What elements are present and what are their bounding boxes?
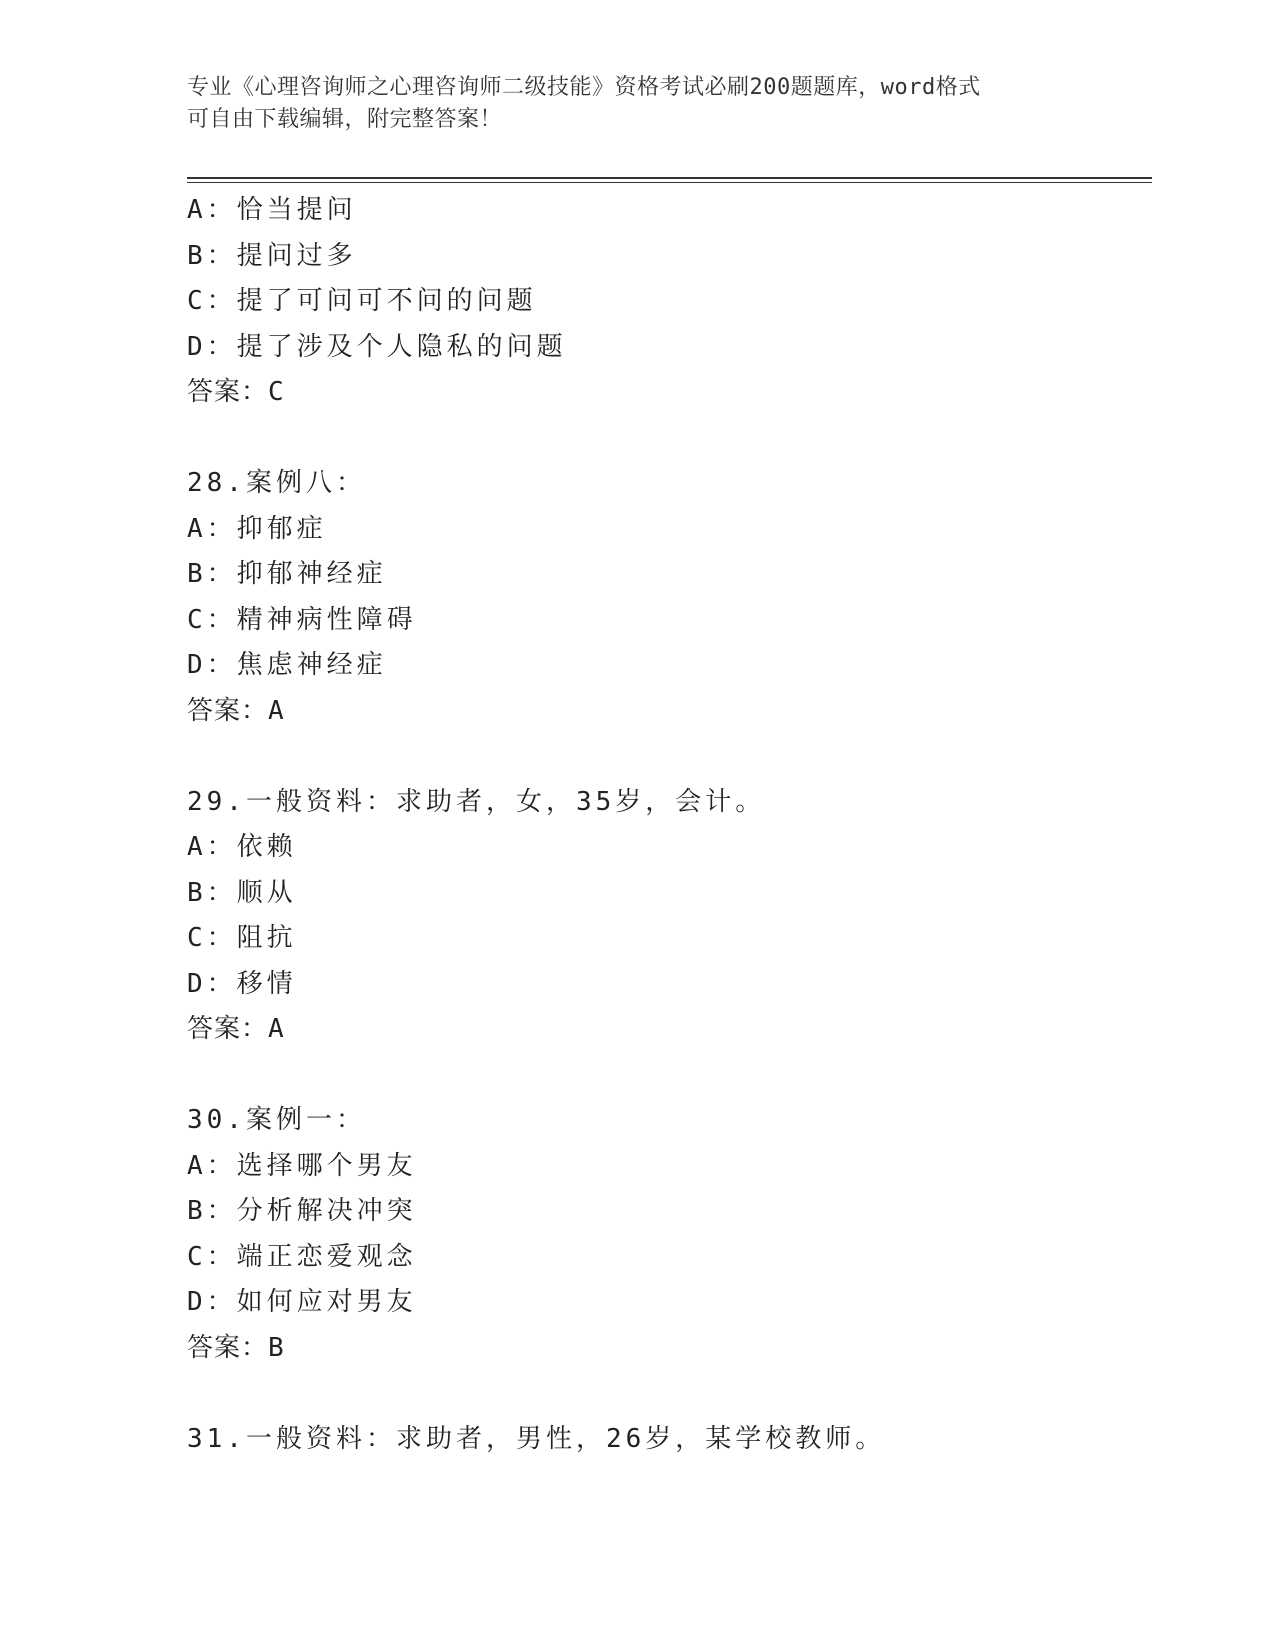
option-d: D：移情 [187,968,297,999]
option-a: A：依赖 [187,832,297,862]
answer-line: 答案：A [187,1014,285,1044]
question-list [187,188,1152,1508]
header-divider-thin [187,182,1152,183]
answer-line: 答案：C [187,377,285,407]
question-block [187,461,1152,734]
option-a: A：抑郁症 [187,513,327,544]
option-d: D：提了涉及个人隐私的问题 [187,331,567,362]
question-block [187,1417,1152,1463]
question-stem: 29.一般资料：求助者，女，35岁，会计。 [187,786,766,817]
header-line-1: 专业《心理咨询师之心理咨询师二级技能》资格考试必刷200题题库，word格式 [187,75,981,100]
header-divider [187,177,1152,179]
option-b: B：分析解决冲突 [187,1196,417,1226]
option-d: D：焦虑神经症 [187,650,387,680]
answer-line: 答案：A [187,695,285,726]
option-c: C：端正恋爱观念 [187,1241,417,1272]
question-block [187,780,1152,1053]
header-line-2: 可自由下载编辑，附完整答案！ [187,107,503,132]
option-a: A：恰当提问 [187,195,357,225]
option-b: B：抑郁神经症 [187,559,387,589]
answer-line: 答案：B [187,1332,285,1363]
option-b: B：顺从 [187,877,297,908]
option-a: A：选择哪个男友 [187,1150,417,1181]
option-d: D：如何应对男友 [187,1287,417,1317]
option-c: C：精神病性障碍 [187,604,417,635]
document-header [187,72,1067,136]
question-block [187,1098,1152,1371]
option-c: C：提了可问可不问的问题 [187,286,537,316]
question-stem: 31.一般资料：求助者，男性，26岁，某学校教师。 [187,1423,886,1454]
question-stem: 30.案例一： [187,1105,366,1135]
question-block [187,188,1152,416]
option-c: C：阻抗 [187,923,297,953]
option-b: B：提问过多 [187,240,357,271]
question-stem: 28.案例八： [187,468,366,498]
